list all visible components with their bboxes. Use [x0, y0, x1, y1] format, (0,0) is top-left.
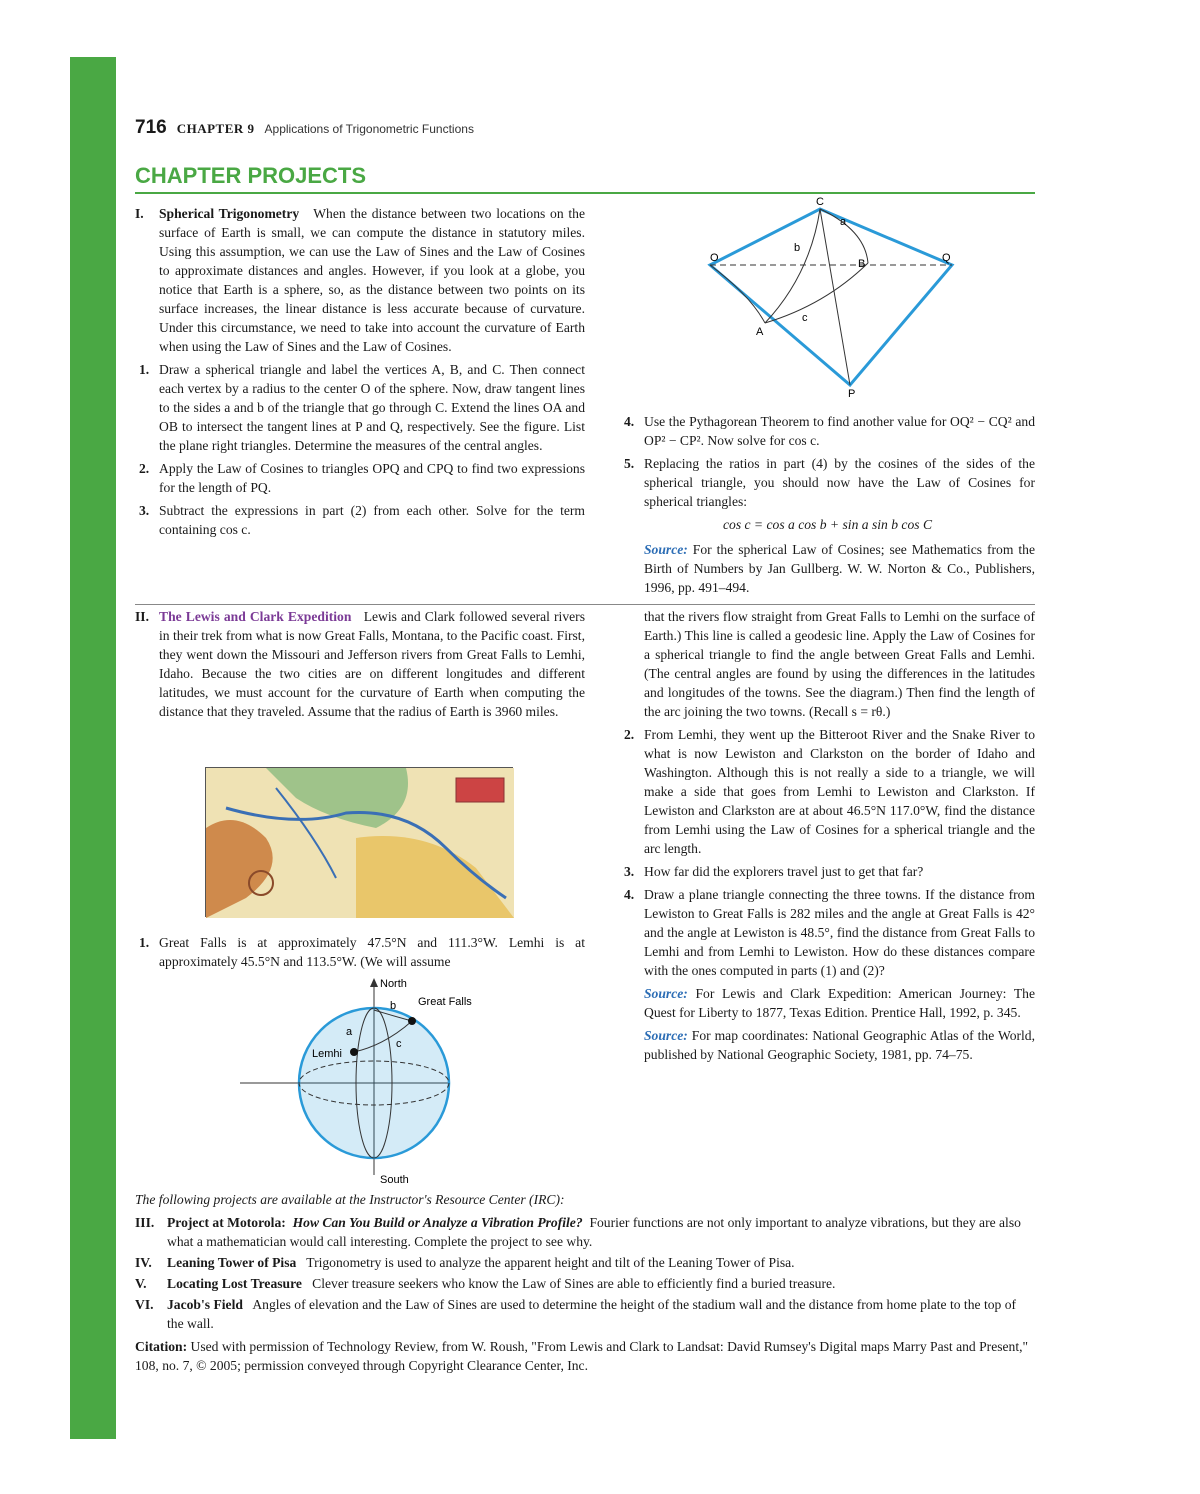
project1-left-column: [135, 204, 585, 543]
project2-title: The Lewis and Clark Expedition: [159, 609, 352, 624]
item-number: 2.: [139, 461, 150, 476]
label-Q: Q: [942, 252, 951, 264]
lewis-clark-map-illustration: [205, 767, 513, 917]
project1-intro-text: When the distance between two locations on the surface of Earth is small, we can compute the distance in statutory miles. Using this assumption, we can use the Law of Sines and the Law of Cosines to approximate distances and angles. However, if you look at a globe, you notice that Earth is a sphere, so, as the distance between two points on its surface increases, the linear distance is less accurate because of curvature. Under this circumstance, we need to take into account the curvature of Earth when using the Law of Sines and the Law of Cosines.: [159, 206, 585, 354]
section-divider: [135, 604, 1035, 605]
project2-intro-text: Lewis and Clark followed several rivers in their trek from what is now Great Falls, Montana, to the Pacific coast. First, they went down the Missouri and Jefferson rivers from Great Falls to Lemhi, Idaho. Because the two cities are on different longitudes and different latitudes, we must account for the curvature of Earth when computing the distance that they traveled. Assume that the radius of Earth is 3960 miles.: [159, 609, 585, 719]
item-numeral: III.: [135, 1215, 155, 1230]
source-text: For map coordinates: National Geographic Atlas of the World, published by National Geographic Society, 1981, pp. 74–75.: [644, 1028, 1035, 1062]
project1-source: [620, 540, 1035, 597]
project1-item-5: [620, 454, 1035, 511]
item-text: Trigonometry is used to analyze the apparent height and tilt of the Leaning Tower of Pisa.: [306, 1255, 795, 1270]
label-a-globe: a: [346, 1026, 353, 1038]
irc-intro: The following projects are available at the Instructor's Resource Center (IRC):: [135, 1192, 565, 1207]
irc-item-5: [135, 1274, 1035, 1293]
title-rule: [135, 192, 1035, 194]
label-P: P: [848, 388, 856, 400]
item-title: Jacob's Field: [167, 1297, 243, 1312]
item-number: 1.: [139, 935, 150, 950]
item-numeral: VI.: [135, 1297, 154, 1312]
label-c: c: [802, 312, 808, 324]
item-text: Replacing the ratios in part (4) by the cosines of the sides of the spherical triangle, you should now have the Law of Cosines for spherical triangles:: [644, 456, 1035, 509]
citation-label: Citation:: [135, 1339, 188, 1354]
irc-item-6: [135, 1295, 1035, 1333]
source-text: For Lewis and Clark Expedition: American Journey: The Quest for Liberty to 1877, Texas Edition. Prentice Hall, 1992, p. 345.: [644, 986, 1035, 1020]
project2-left-column: [135, 607, 585, 721]
item-number: 4.: [624, 887, 635, 902]
item-text: Great Falls is at approximately 47.5°N and 111.3°W. Lemhi is at approximately 45.5°N and 113.5°W. (We will assume: [159, 935, 585, 969]
project1-item-4: [620, 412, 1035, 450]
citation: [135, 1337, 1035, 1375]
source-text: For the spherical Law of Cosines; see Mathematics from the Birth of Numbers by Jan Gullberg. W. W. Norton & Co., Publishers, 1996, pp. 491–494.: [644, 542, 1035, 595]
item-text: Apply the Law of Cosines to triangles OPQ and CPQ to find two expressions for the length of PQ.: [159, 461, 585, 495]
item-number: 3.: [624, 864, 635, 879]
item-number: 4.: [624, 414, 635, 429]
label-O: O: [710, 252, 719, 264]
map-legend-box: [456, 778, 504, 802]
label-b-globe: b: [390, 1000, 397, 1012]
item-number: 1.: [139, 362, 150, 377]
globe-diagram: [240, 975, 472, 1190]
chapter-label: CHAPTER 9: [176, 121, 255, 136]
chapter-title: Applications of Trigonometric Functions: [264, 122, 474, 136]
item-text: How far did the explorers travel just to get that far?: [644, 864, 924, 879]
project2-item-3: [620, 862, 1035, 881]
south-label: South: [380, 1174, 409, 1186]
page-number: 716: [135, 117, 167, 138]
north-label: North: [380, 978, 407, 990]
label-b: b: [794, 242, 801, 254]
project2-source-2: [620, 1026, 1035, 1064]
section-title: CHAPTER PROJECTS: [135, 163, 367, 188]
irc-item-4: [135, 1253, 1035, 1272]
item-text: Angles of elevation and the Law of Sines are used to determine the height of the stadium wall and the distance from home plate to the top of the wall.: [167, 1297, 1017, 1331]
item-text: Use the Pythagorean Theorem to find another value for OQ² − CQ² and OP² − CP². Now solve for cos c.: [644, 414, 1035, 448]
project1-numeral: I.: [135, 206, 144, 221]
item-subtitle: How Can You Build or Analyze a Vibration Profile?: [292, 1215, 583, 1230]
spherical-law-of-cosines: cos c = cos a cos b + sin a sin b cos C: [722, 517, 933, 532]
project2-item-1-continued: that the rivers flow straight from Great Falls to Lemhi on the surface of Earth.) This line is called a geodesic line. Apply the Law of Cosines for a spherical triangle to find the angle between Great Falls and Lemhi. (The central angles are found by using the differences in the latitudes and longitudes of the towns. See the diagram.) Then find the length of the arc joining the two towns. (Recall s = rθ.): [644, 609, 1035, 719]
item-number: 5.: [624, 456, 635, 471]
project1-intro: [135, 204, 585, 356]
globe-circle: [299, 1008, 449, 1158]
green-margin-bar: [70, 57, 116, 1439]
north-arrow: [370, 978, 378, 987]
item-numeral: IV.: [135, 1255, 152, 1270]
item-title: Project at Motorola:: [167, 1215, 286, 1230]
great-falls-label: Great Falls: [418, 996, 472, 1008]
project1-item-1: [135, 360, 585, 455]
label-B: B: [858, 258, 866, 270]
lemhi-label: Lemhi: [312, 1048, 342, 1060]
item-text: From Lemhi, they went up the Bitteroot River and the Snake River to what is now Lewiston and Clarkston on the border of Idaho and Washington. Although this is not really a side to a triangle, we will make a side that goes from Lemhi to Lewiston and Clarkston. If Lewiston and Clarkston are at about 46.5°N 117.0°W, find the distance from Lemhi using the Law of Cosines for a spherical triangle and the arc length.: [644, 727, 1035, 856]
item-number: 3.: [139, 503, 150, 518]
project1-item-2: [135, 459, 585, 497]
project2-source-1: [620, 984, 1035, 1022]
great-falls-point: [408, 1017, 416, 1025]
project2-right-column: [620, 607, 1035, 1064]
arc-c: [765, 263, 868, 323]
source-label: Source:: [644, 1028, 688, 1043]
project2-item-1-left: [135, 933, 585, 975]
item-text: Draw a plane triangle connecting the three towns. If the distance from Lewiston to Great Falls is 282 miles and the angle at Great Falls is 42° and the angle at Lewiston is 48.5°, find the distance from Great Falls to Lemhi and from Lemhi to Lewiston. How do these distances compare with the ones computed in parts (1) and (2)?: [644, 887, 1035, 978]
page-header: [135, 117, 474, 139]
map-drawing: [206, 768, 514, 918]
project2-numeral: II.: [135, 609, 149, 624]
project2-item-1: [135, 933, 585, 971]
source-label: Source:: [644, 542, 688, 557]
item-number: 2.: [624, 727, 635, 742]
project2-item-4: [620, 885, 1035, 980]
label-C: C: [816, 196, 824, 208]
lemhi-point: [350, 1048, 358, 1056]
item-text: Fourier functions are not only important to analyze vibrations, but they are also what a mathematician would call interesting. Complete the project to see why.: [167, 1215, 1021, 1249]
label-A: A: [756, 326, 764, 338]
project2-intro: [135, 607, 585, 721]
project1-item-3: [135, 501, 585, 539]
item-text: Clever treasure seekers who know the Law of Sines are able to efficiently find a buried treasure.: [312, 1276, 836, 1291]
item-text: Draw a spherical triangle and label the vertices A, B, and C. Then connect each vertex by a radius to the center O of the sphere. Now, draw tangent lines to the sides a and b of the triangle that go through C. Extend the lines OA and OB to intersect the tangent lines at P and Q, respectively. See the figure. List the plane right triangles. Determine the measures of the central angles.: [159, 362, 585, 453]
project1-right-column: [620, 412, 1035, 597]
irc-item-3: [135, 1213, 1035, 1251]
arc-b: [765, 209, 820, 323]
item-text: Subtract the expressions in part (2) from each other. Solve for the term containing cos c.: [159, 503, 585, 537]
citation-text: Used with permission of Technology Review, from W. Roush, "From Lewis and Clark to Landsat: David Rumsey's Digital maps Marry Past and Present," 108, no. 7, © 2005; permission conveyed through Copyright Clearance Center, Inc.: [135, 1339, 1029, 1373]
spherical-triangle-figure: [690, 195, 980, 400]
project2-item-2: [620, 725, 1035, 858]
source-label: Source:: [644, 986, 688, 1001]
item-title: Locating Lost Treasure: [167, 1276, 302, 1291]
item-numeral: V.: [135, 1276, 147, 1291]
item-title: Leaning Tower of Pisa: [167, 1255, 297, 1270]
irc-section: [135, 1190, 1035, 1375]
label-c-globe: c: [396, 1038, 402, 1050]
label-a: a: [840, 216, 847, 228]
project1-title: Spherical Trigonometry: [159, 206, 300, 221]
